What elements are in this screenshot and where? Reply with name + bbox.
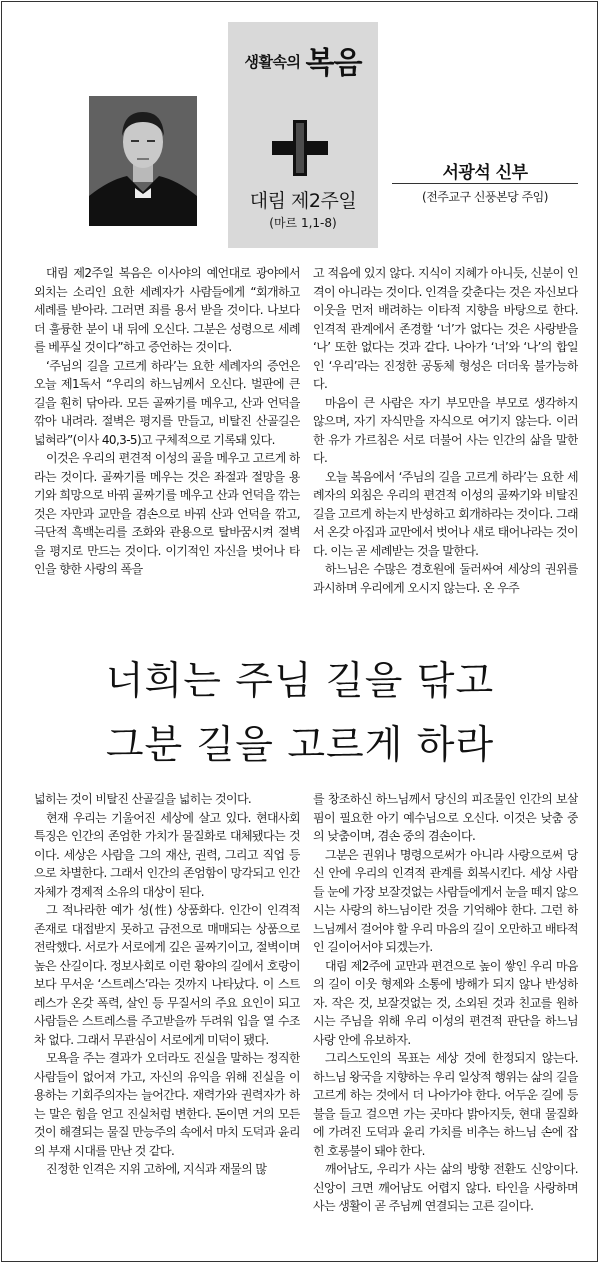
headline-line-2: 그분 길을 고르게 하라 bbox=[105, 723, 495, 768]
paragraph: 현재 우리는 기울어진 세상에 살고 있다. 현대사회 특징은 인간의 존엄한 가치가 물질화로 대체됐다는 것이다. 세상은 사람을 그의 재산, 권력, 그리고 직업 등으로 차별한다. 그래서 인간의 존엄함이 망각되고 인간 자체가 경제적 소유의 대상이 된다. bbox=[34, 810, 300, 899]
paragraph: 그리스도인의 목표는 세상 것에 한정되지 않는다. 하느님 왕국을 지향하는 우리 일상적 행위는 삶의 길을 고르게 하는 것에서 더 나아가야 한다. 어두운 길에 등불을 들고 걸으면 가는 곳마다 밝아지듯, 현대 물질화에 가려진 도덕과 윤리 가치를 비추는 하느님 손에 잡힌 호롱불이 돼야 한다. bbox=[313, 1051, 578, 1158]
paragraph: 그 적나라한 예가 성(性) 상품화다. 인간이 인격적 존재로 대접받지 못하고 금전으로 매매되는 상품으로 전락했다. 서로가 서로에게 깊은 골짜기이고, 절벽이며 높은 산길이다. 정보사회로 이런 황야의 길에서 호랑이보다 무서운 ‘스트레스’라는 것까지 나타났다. 이 스트레스가 온갖 폭력, 살인 등 무질서의 주요 요인이 되고 사람들은 스트레스를 주고받을까 두려워 입을 열 수조차 없다. 그래서 무관심이 서로에게 미덕이 됐다. bbox=[34, 903, 300, 1047]
paragraph: 마음이 큰 사람은 자기 부모만을 부모로 생각하지 않으며, 자기 자식만을 자식으로 여기지 않는다. 이러한 유가 가르침은 서로 더불어 사는 인간의 삶을 말한다. bbox=[313, 395, 578, 465]
paragraph: 오늘 복음에서 ‘주님의 길을 고르게 하라’는 요한 세례자의 외침은 우리의 편견적 이성의 골짜기와 비탈진 길을 고르게 하는지 반성하고 회개하라는 것이다. 그래서 온갖 아집과 교만에서 벗어나 새로 태어나라는 것이다. 이는 곧 세례받는 것을 말한다. bbox=[313, 469, 578, 558]
scripture-reference: (마르 1,1-8) bbox=[269, 216, 337, 230]
paragraph: 고 적음에 있지 않다. 지식이 지혜가 아니듯, 신분이 인격이 아니라는 것이다. 인격을 갖춘다는 것은 자신보다 이웃을 먼저 배려하는 이타적 지향을 바탕으로 한다. 인격적 관계에서 존경할 ‘너’가 없다는 것은 사랑받을 ‘나’ 또한 없다는 것과 같다. 나아가 ‘너’와 ‘나’의 합일인 ‘우리’라는 진정한 공동체 형성은 더더욱 불가능하다. bbox=[313, 266, 578, 391]
headline-line-1: 너희는 주님 길을 닦고 bbox=[105, 659, 495, 704]
series-title-small: 생활속의 bbox=[244, 53, 301, 71]
paragraph: ‘주님의 길을 고르게 하라’는 요한 세례자의 증언은 오늘 제1독서 “우리의 하느님께서 오신다. 벌판에 큰 길을 훤히 닦아라. 모든 골짜기를 메우고, 산과 언덕을 깎아 내려라. 절벽은 평지를 만들고, 비탈진 산골길은 넓혀라”(이사 40,3-5)고 구체적으로 기록돼 있다. bbox=[34, 358, 300, 447]
author-name: 서광석 신부 bbox=[442, 163, 528, 183]
paragraph: 그분은 권위나 명령으로써가 아니라 사랑으로써 당신 안에 우리의 인격적 관계를 회복시킨다. 세상 사람들 눈에 가장 보잘것없는 사람들에게서 눈을 떼지 않으시는 사랑의 하느님이란 것을 기억해야 한다. 그런 하느님께서 걸어야 할 우리 마음의 길이 오만하고 배타적인 길이어서야 되겠는가. bbox=[313, 847, 578, 954]
column-4 bbox=[313, 790, 578, 1250]
paragraph: 진정한 인격은 지위 고하에, 지식과 재물의 많 bbox=[46, 1162, 267, 1176]
series-title-big: 복음 bbox=[305, 46, 362, 81]
paragraph: 넓히는 것이 비탈진 산골길을 넓히는 것이다. bbox=[34, 792, 252, 806]
author-photo bbox=[89, 96, 197, 226]
paragraph: 모욕을 주는 결과가 오더라도 진실을 말하는 정직한 사람들이 없어져 가고, 자신의 유익을 위해 진실을 이용하는 기회주의자는 늘어간다. 재력가와 권력자가 하는 말은 힘을 얻고 진실처럼 변한다. 돈이면 거의 모든 것이 해결되는 물질 만능주의 속에서 마치 도덕과 윤리의 부재 시대를 만난 것 같다. bbox=[34, 1051, 300, 1158]
paragraph: 깨어남도, 우리가 사는 삶의 방향 전환도 신앙이다. 신앙이 크면 깨어남도 어렵지 않다. 타인을 사랑하며 사는 생활이 곧 주님께 연결되는 고른 길이다. bbox=[313, 1162, 578, 1213]
series-title bbox=[228, 38, 378, 82]
paragraph: 를 창조하신 하느님께서 당신의 피조물인 인간의 보살핌이 필요한 아기 예수님으로 오신다. 이것은 낮춤 중의 낮춤이며, 겸손 중의 겸손이다. bbox=[313, 792, 578, 843]
sunday-label: 대림 제2주일 bbox=[249, 190, 357, 212]
paragraph: 이것은 우리의 편견적 이성의 골을 메우고 고르게 하라는 것이다. 골짜기를 메우는 것은 좌절과 절망을 용기와 희망으로 바꿔 골짜기를 메우고 산과 언덕을 깎는 것은 자만과 교만을 겸손으로 바꿔 산과 언덕을 깎고, 극단적 흑백논리를 조화와 관용으로 탈바꿈시켜 절벽을 평지로 만드는 것이다. 이기적인 자신을 벗어나 타인을 향한 사랑의 폭을 bbox=[34, 451, 300, 576]
author-affiliation: (전주교구 신풍본당 주임) bbox=[422, 190, 548, 204]
cross-icon bbox=[270, 118, 330, 178]
author-divider bbox=[392, 183, 578, 184]
paragraph: 대림 제2주에 교만과 편견으로 높이 쌓인 우리 마음의 길이 이웃 형제와 소통에 방해가 되지 않나 반성하자. 작은 것, 보잘것없는 것, 소외된 것과 친교를 원하시는 주님을 위해 우리 이성의 편견적 판단을 하느님 사랑 안에 유보하자. bbox=[313, 958, 578, 1047]
column-2 bbox=[313, 264, 578, 634]
column-3 bbox=[34, 790, 300, 1250]
paragraph: 대림 제2주일 복음은 이사야의 예언대로 광야에서 외치는 소리인 요한 세례자가 사람들에게 “회개하고 세례를 받아라. 그러면 죄를 용서 받을 것이다. 나보다 더 훌륭한 분이 내 뒤에 오신다. 그분은 성령으로 세례를 베푸실 것이다”하고 증언하는 것이다. bbox=[34, 266, 300, 354]
paragraph: 하느님은 수많은 경호원에 둘러싸여 세상의 권위를 과시하며 우리에게 오시지 않는다. 온 우주 bbox=[313, 562, 578, 595]
column-1 bbox=[34, 264, 300, 634]
